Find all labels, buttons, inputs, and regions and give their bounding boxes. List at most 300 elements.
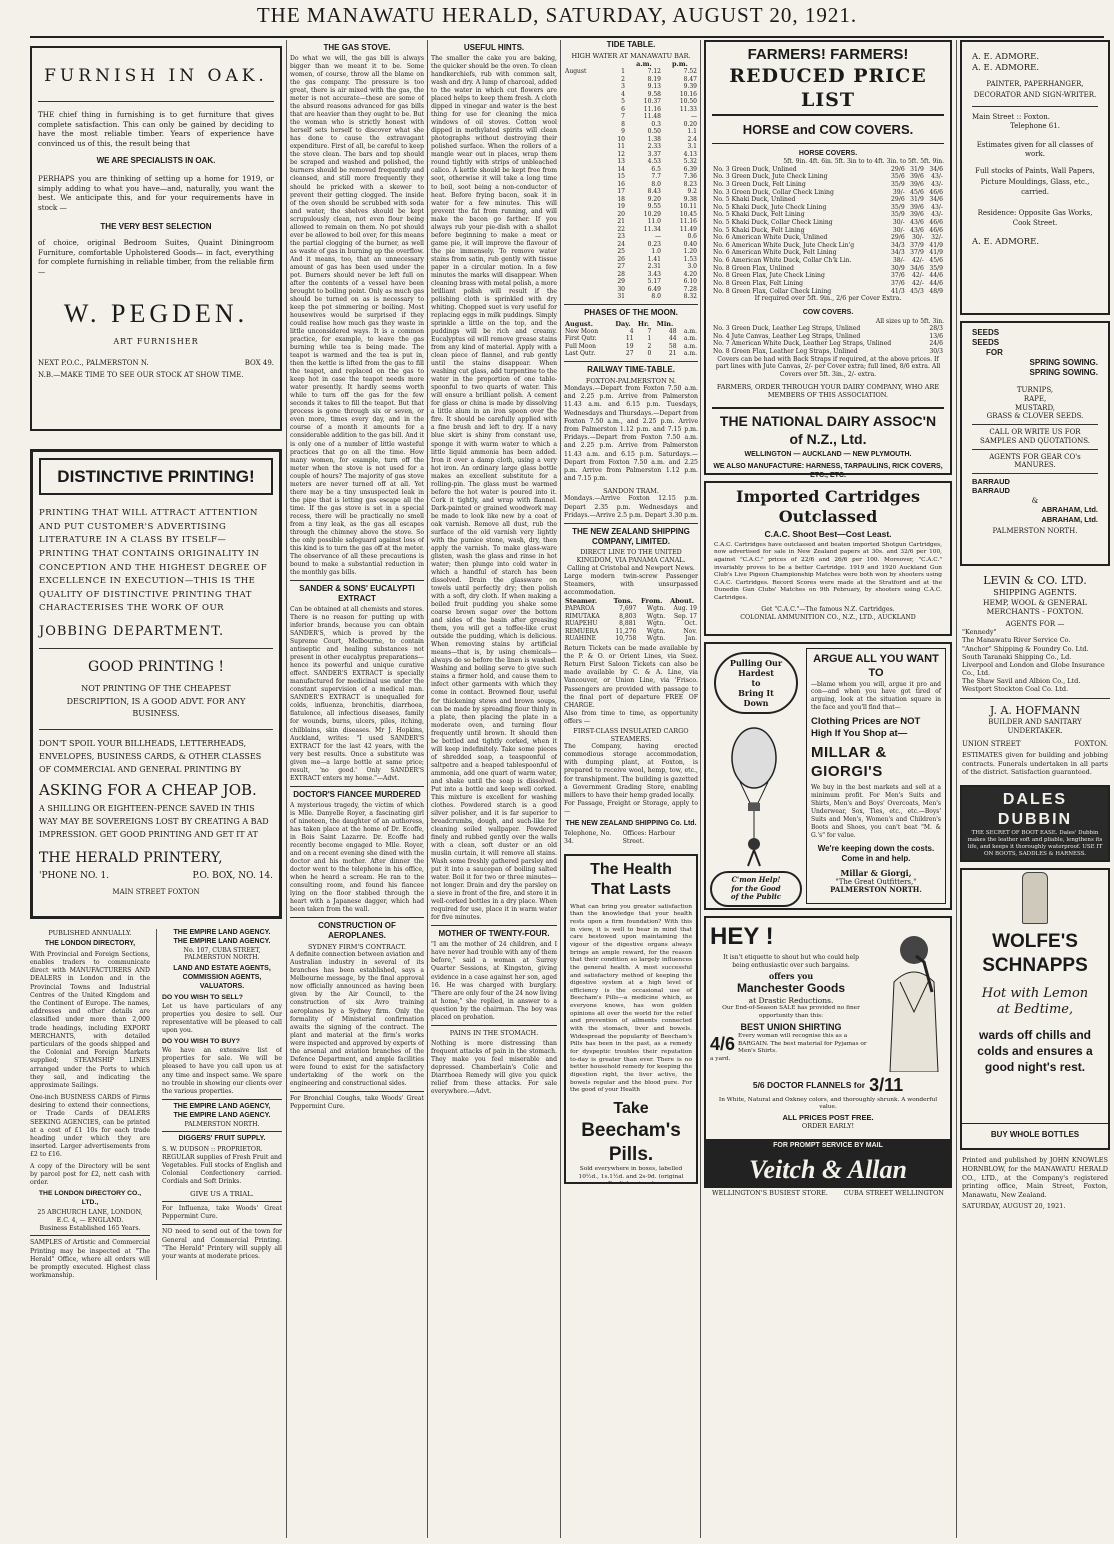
diggers-title: DIGGERS' FRUIT SUPPLY. (178, 1135, 266, 1143)
horse-row (712, 227, 944, 235)
cart-body: C.A.C. Cartridges have outclassed and beaten imported Shotgun Cartridges, now advertised for sale in New Zealand papers at 30s. and 32/6 per 100, against "C.A.C." prices of 22/6 and 26/6 per 100. Moreover, "C.A.C." invariably proves to be a better Cartridge. 1919 and 1920 Auckland Gun Club's Live Pigeon Championship Matches were both won by shooters using C.A.C. Cartridges. Record Scores were made at the Stratford and at the Dunedin Gun Clubs' Matches on 9th February, by shooters using C.A.C. Cartridges. (714, 541, 942, 602)
printery-street: MAIN STREET FOXTON (112, 888, 200, 897)
tide-pm: 4.13 (683, 150, 697, 158)
horse-price: 43/- (931, 211, 943, 219)
tide-month (564, 151, 608, 159)
shipping-cargo: FIRST-CLASS INSULATED CARGO STEAMERS. (573, 726, 689, 743)
steamer-tons: 8,881 (619, 620, 637, 628)
tide-day: 5 (621, 98, 625, 106)
horse-price: 39/- (892, 188, 905, 196)
furnish-title: FURNISH IN OAK. (44, 66, 268, 86)
seed-item: MUSTARD, (1014, 403, 1056, 412)
levin-agent: Westport Stockton Coal Co. Ltd. (962, 685, 1069, 694)
empire-ad (156, 929, 282, 1280)
horse-row (712, 166, 944, 174)
horse-price: 41/3 (891, 287, 905, 295)
dairy-ad (704, 40, 952, 479)
horse-item: No. 8 Green Flax, Felt Lining (713, 279, 804, 287)
tide-am: 6.49 (647, 285, 661, 293)
pains-title: PAINS IN THE STOMACH. (449, 1028, 539, 1037)
pegden-note: N.B.—MAKE TIME TO SEE OUR STOCK AT SHOW TIME. (38, 370, 244, 379)
tide-day: 1 (621, 68, 625, 76)
horse-price: 44/6 (929, 279, 943, 287)
levin-sub: SHIPPING AGENTS. (993, 587, 1077, 597)
moon-phase: New Moon (565, 327, 599, 335)
tide-month (564, 241, 608, 249)
furnish-ad (30, 46, 282, 431)
steamer-row (564, 628, 698, 636)
wolfe-wards: wards off chills and colds and ensures a good night's rest. (977, 1028, 1093, 1074)
directory-copy: A copy of the Directory will be sent by parcel post for £2, nett cash with order. (30, 1162, 150, 1186)
steamer-table (564, 597, 698, 643)
horse-price: 43/- (931, 203, 943, 211)
tide-month (564, 143, 608, 151)
moon-ampm: a.m. (683, 327, 697, 335)
veitch-ad (704, 916, 952, 1141)
tide-day: 22 (617, 225, 625, 233)
cow-item: No. 7 American White Duck, Leather Leg Straps, Unlined (713, 340, 892, 348)
empire-title: THE EMPIRE LAND AGENCY. (173, 929, 271, 936)
health-title-1: The Health (590, 860, 672, 878)
moon-hr: 2 (647, 342, 652, 350)
aero-body: A definite connection between aviation and Australian industry in several of its branches has been established, says a Melbourne message, by the final approval now officially announced as having been given by the Air Council, to the construction of six Avro training aeroplanes by a Sydney firm. Only the formality of Ministerial confirmation awaits the signing of the contract. The plant and material at the firm's works were inspected and approved by experts of the arsenal and aviation branches of the Defence Department, and ample facilities were found to exist for the satisfactory undertaking of the work on the engineering and constructional sides. (290, 951, 424, 1087)
seeds-place: PALMERSTON NORTH. (992, 526, 1078, 535)
aero-sub: SYDNEY FIRM'S CONTRACT. (307, 943, 406, 952)
shipping-line: DIRECT LINE TO THE UNITED KINGDOM, VIA PANAMA CANAL. (576, 548, 686, 564)
horse-price: 48/9 (929, 287, 943, 295)
tide-am: 5.17 (647, 278, 661, 286)
tide-day: 15 (617, 173, 625, 181)
tide-day: 29 (617, 278, 625, 286)
horse-item: No. 8 Green Flax, Unlined (713, 264, 794, 272)
tide-day: 31 (617, 293, 625, 301)
veitch-logo: Veitch & Allan (704, 1152, 952, 1189)
tide-day: 8 (621, 120, 625, 128)
tide-row (564, 91, 698, 99)
tide-day: 14 (617, 165, 625, 173)
millar-ad (704, 642, 952, 910)
cartridges-ad (704, 481, 952, 636)
moon-row (564, 335, 698, 343)
steamer-name: RUAPEHU (565, 620, 598, 628)
horse-row (712, 204, 944, 212)
veitch-busiest: WELLINGTON'S BUSIEST STORE. (712, 1189, 828, 1198)
horse-item: No. 5 Khaki Duck, Collar Check Lining (713, 219, 833, 227)
moon-col-day: Day. (615, 319, 631, 328)
tide-month: August (565, 68, 587, 76)
tide-day: 17 (617, 188, 625, 196)
horse-price: 43/- (931, 180, 943, 188)
horse-price: 43/- (931, 173, 943, 181)
seed-item: GRASS & CLOVER SEEDS. (986, 412, 1084, 421)
flannel-body: In White, Natural and Oxkney colors, and thoroughly shrunk. A wonderful value. (718, 1096, 938, 1110)
imprint: Printed and published by JOHN KNOWLES HORNBLOW, for the MANAWATU HERALD CO., LTD., at the Company's registered printing office, Main Street, Foxton, Manawatu, New Zealand. (962, 1156, 1108, 1199)
horse-price: 42/- (911, 257, 924, 265)
horse-item: No. 3 Green Duck, Jute Check Lining (713, 173, 828, 181)
tide-am: 10.37 (643, 98, 661, 106)
empire-address: No. 107, CUBA STREET, PALMERSTON NORTH. (183, 946, 261, 962)
tide-pm: — (691, 113, 697, 121)
tide-am: 11.34 (643, 225, 661, 233)
tide-am: 2.31 (647, 263, 661, 271)
hey: HEY ! (710, 923, 774, 950)
moon-col-august: August. (565, 319, 593, 328)
tide-pm: 2.4 (687, 135, 697, 143)
barraud: BARRAUD (972, 477, 1010, 486)
hofmann-trade: BUILDER AND SANITARY UNDERTAKER. (988, 718, 1082, 735)
admore-ad (960, 40, 1110, 315)
horse-price: 29/6 (891, 196, 905, 204)
printing-good-body: NOT PRINTING OF THE CHEAPEST DESCRIPTION, IS A GOOD ADVT. FOR ANY BUSINESS. (66, 683, 246, 719)
tide-month (564, 211, 608, 219)
steamer-name: RUAHINE (565, 635, 596, 643)
tide-day: 19 (617, 203, 625, 211)
tram-body: Mondays.—Arrive Foxton 12.15 p.m. Depart 2.35 p.m. Wednesdays and Fridays.—Arrive 2.5 p.m. Depart 3.30 p.m. (564, 495, 698, 519)
admore-trade: PAINTER, PAPERHANGER, DECORATOR AND SIGN-WRITER. (973, 80, 1097, 99)
admore-signature: A. E. ADMORE. (972, 236, 1040, 247)
hofmann-title: J. A. HOFMANN (989, 704, 1081, 718)
horse-item: No. 3 Green Duck, Felt Lining (713, 180, 806, 188)
shipping-calling: Calling at Cristobal and Newport News. (567, 564, 695, 572)
tide-am: 9.20 (647, 195, 661, 203)
horse-price: 34/3 (891, 249, 905, 257)
tide-month (564, 158, 608, 166)
nda-name: THE NATIONAL DAIRY ASSOC'N (712, 407, 944, 431)
tide-pm: 8.47 (683, 75, 697, 83)
bedtime: at Bedtime, (996, 1002, 1074, 1018)
column-4 (564, 40, 698, 1538)
steamer-date: Jan. (685, 635, 697, 643)
directory-body: With Provincial and Foreign Sections, enables traders to communicate direct with MANUFACTURERS AND DEALERS in London and in the Provincial Towns and Industrial Centres of the United Kingdom and the Continent of Europe. The names, addresses and other details are classified under more than 2,000 trade headings, including EXPORT MERCHANTS, with detailed particulars of the goods shipped and the Colonial and Foreign Markets supplied; STEAMSHIP LINES arranged under the Ports to which they sail, and indicating the approximate Sailings. (30, 950, 150, 1089)
horse-price: 41/9 (929, 249, 943, 257)
cart-sub: C.A.C. Shoot Best—Cost Least. (764, 529, 892, 539)
horse-note: If required over 5ft. 9in., 2/6 per Cover Extra. (754, 295, 902, 303)
horse-price: 37/6 (891, 279, 905, 287)
empire-foot: THE EMPIRE LAND AGENCY, (173, 1103, 271, 1111)
moon-day: 11 (625, 335, 634, 343)
tide-month (564, 106, 608, 114)
influenza-notice: For Influenza, take Woods' Great Peppermint Cure. (162, 1205, 282, 1221)
pegden-box: BOX 49. (244, 358, 274, 367)
admore-street: Main Street :: Foxton. (972, 113, 1050, 122)
printing-body: PRINTING THAT WILL ATTRACT ATTENTION AND PUT CUSTOMER'S ADVERTISING LITERATURE IN A CLASS BY ITSELF—PRINTING THAT CONTAINS ORIGINALITY IN CONCEPTION AND THE HIGHEST DEGREE OF EXCELLENCE IN EXECUTION—THIS IS THE QUALITY OF DISTINCTIVE PRINTING THAT CHARACTERISES THE WORK OF OUR (39, 508, 268, 614)
tide-row (564, 203, 698, 211)
column-5 (704, 40, 952, 1538)
hofmann-town: FOXTON. (1074, 739, 1108, 748)
directory-pub: PUBLISHED ANNUALLY. (48, 929, 132, 937)
abraham: ABRAHAM, Ltd. (1041, 505, 1098, 515)
pulling-line: to (751, 678, 761, 688)
hey-body: It isn't etiquette to shout but who could help being enthusiastic over such bargains. (723, 954, 859, 969)
hofmann-street: UNION STREET (962, 739, 1021, 748)
nda-name-2: of N.Z., Ltd. (789, 430, 867, 447)
tide-pm: 1.53 (683, 255, 697, 263)
pulling-line: Pulling Our (729, 658, 783, 668)
horse-price: 45/6 (910, 188, 924, 196)
tide-day: 20 (617, 210, 625, 218)
horse-row (712, 272, 944, 280)
moon-title: PHASES OF THE MOON. (584, 307, 678, 317)
horse-price: 30/- (911, 234, 924, 242)
tide-row (564, 278, 698, 286)
tide-month (564, 121, 608, 129)
seed-item: TURNIPS, (1016, 386, 1054, 394)
spring-sowing-repeat: SPRING SOWING. (1029, 368, 1098, 377)
tide-am: 9.13 (647, 83, 661, 91)
flannels: 5/6 DOCTOR FLANNELS for (752, 1079, 866, 1090)
moon-phase: First Qutr. (565, 335, 597, 343)
steamer-from: Wgtn. (646, 612, 666, 620)
cow-row (712, 340, 944, 348)
moon-ampm: a.m. (683, 350, 697, 358)
seeds-for: FOR (986, 348, 1003, 357)
levin-trade: HEMP, WOOL & GENERAL MERCHANTS - FOXTON. (983, 597, 1087, 617)
cow-table (712, 325, 944, 355)
horse-item: No. 6 American White Duck, Felt Lining (713, 249, 837, 257)
mail-banner: FOR PROMPT SERVICE BY MAIL (704, 1141, 952, 1152)
masthead-rule (30, 36, 1104, 38)
tide-am: 1.38 (647, 135, 661, 143)
tide-month (564, 98, 608, 106)
tide-row (564, 166, 698, 174)
tide-am: 3.37 (647, 150, 661, 158)
union-body: Every woman will recognise this as a BARGAIN. The best material for Pyjamas or Men's Shirts. (738, 1033, 867, 1054)
moon-day: 19 (625, 342, 634, 350)
horse-price: 29/6 (891, 234, 905, 242)
levin-agent: The Manawatu River Service Co. (962, 636, 1071, 645)
levin-agent: South Taranaki Shipping Co., Ld. (962, 652, 1072, 661)
argue-body: —blame whom you will, argue it pro and con—and when you have got tired of arguing, look at the situation square in the face and you'll find that— (811, 680, 941, 712)
printing-saved: A SHILLING OR EIGHTEEN-PENCE SAVED IN THIS WAY MAY BE SOVEREIGNS LOST BY CREATING A BAD IMPRESSION. GET GOOD PRINTING AND GET IT AT (39, 804, 269, 839)
masthead: THE MANAWATU HERALD, SATURDAY, AUGUST 20, 1921. (256, 3, 858, 27)
tide-row (564, 226, 698, 234)
gas-stove-title: THE GAS STOVE. (323, 43, 391, 52)
steamer-row (564, 605, 698, 613)
spring-sowing: SPRING SOWING. (1029, 358, 1098, 367)
tide-row (564, 233, 698, 241)
horse-price: 46/6 (929, 219, 943, 227)
tide-month (564, 113, 608, 121)
tide-day: 25 (617, 248, 625, 256)
steamer-tons: 11,276 (615, 627, 637, 635)
empire-sell: Let us have particulars of any properties you desire to sell. Our representative will be pleased to call upon you. (162, 1002, 282, 1035)
tide-am: 9.58 (647, 90, 661, 98)
tide-row (564, 158, 698, 166)
horse-price: 46/6 (929, 226, 943, 234)
pulling-line: Hardest (738, 668, 774, 678)
seeds-ad (960, 321, 1110, 566)
steamer-from: Wgtn. (646, 605, 666, 613)
seeds-agents: AGENTS FOR GEAR CO's MANURES. (989, 452, 1081, 470)
steamer-tons: 8,803 (619, 612, 637, 620)
tide-day: 16 (617, 180, 625, 188)
hints-body: The smaller the cake you are baking, the quicker should be the oven. To clean handkerchiefs, rub with common salt, wash and dry. A lump of charcoal, added to the water in which cut flowers are placed helps to keep them fresh. A cloth dipped in vinegar and water is the best thing for use for cleaning the mica windows of oil stoves. Cotton wool dipped in methylated spirits will clean photographs without destroying their polished surface. When the rollers of a mangle wear out in places, wrap them round tightly with strips of unbleached calico. A kettle should be kept free from soot, otherwise it will take a long time to boil, soot being a non-conductor of heat. Before frying bacon, soak it in water for a few minutes. This will prevent the fat from running, and will make the bacon go farther. If you always rub your pie-dish with a shallot before beginning to make a meat or game pie, it will improve the flavour of the pie immensely. To remove water stains from satin, rub gently with tissue paper in a circular motion. In a few minutes the marks will disappear. When cleaning brass with metal polish, a more brilliant polish will result if the polishing cloth is sprinkled with dry whiting. Chopped suet is very useful for replacing eggs in milk puddings. Simply sprinkle a little on the top, and the puddings will be rich and creamy. Eucalyptus oil will remove grease stains from any kind of material. Apply with a clean piece of flannel, and rub gently until the stains disappear. When washing cut glass, add turpentine to the water in the proportion of one table-spoonful to two quarts of water. This will ensure a brilliant polish. A cement for glass or china is made by dissolving a little alum in an iron spoon over the fire. It should be carefully applied with a fine brush and left to dry. If a navy blue skirt is shiny from constant use, sponge it with warm water to which a little liquid ammonia has been added. Iron it over a damp cloth, using a very hot iron. An ordinary large glass bottle makes an excellent substitute for a rolling-pin. The glass must be warmed before the hot water is poured into it. Cork it tightly, and wrap with flannel. Dark-painted or grained woodwork may be made to look like new by a coat of oak varnish. Remove all dust, rub the surface of the old varnish very lightly with the pumice stone, wash, dry, then apply the varnish. To make glass-ware glisten, wash the glass and rinse in hot water; then plunge into cold water in which a handful of starch has been dissolved. Drain the glassware on towels until perfectly dry; then polish with a soft, dry cloth. If when making a boiled fruit pudding you shake some coarse brown sugar over the bottom and sides of the basin after greasing them, you will get a toffee-like crust outside the pudding, which is delicious. When removing stains by artificial means—that is, by using chemicals—always do so before the linen is washed. Washing and boiling serve to give such stains a firmer hold, and cause them to infect other garments with which they come in contact. Browned flour, useful for thickening stews and brown soups, can be made by spreading flour thinly in a plate, then placing the plate in a moderate oven, and turning flour frequently until brown. It should then be bottled and tightly corked, when it will keep indefinitely. Take some pieces of shredded soap, a teaspoonful of saltpetre and a heaped tablespoonful of ammonia, add one quart of warm water, and shake until the soap is dissolved. Put into a bottle and keep well corked. This mixture is excellent for washing clothes. Powdered starch is a good silver polisher, and it is far superior to breadcrumbs, dough, and such-like for cleaning soiled wallpaper. Powdered finely and rubbed gently over the walls with a clean, soft duster or an old muslin curtain, it will remove all stains. Wash some freshly gathered parsley and put it into a saucepan of boiling salted water. Boil it for two or three minutes—not longer. Drain and dry the parsley on a sieve in front of the fire, and store it in well-corked bottles in a dry place. When required for use, place it in warm water for five minutes. (431, 55, 557, 922)
tide-month (564, 263, 608, 271)
horse-price: 37/9 (910, 241, 924, 249)
horse-row (712, 211, 944, 219)
directory-co: THE LONDON DIRECTORY CO., LTD., (38, 1190, 142, 1206)
horse-item: No. 6 American White Duck, Jute Check Lin'g (713, 241, 855, 249)
shipping-body: Large modern twin-screw Passenger Steamers, with unsurpassed accommodation. (564, 572, 698, 596)
horse-price: 44/6 (929, 272, 943, 280)
wolfe-ad (960, 868, 1110, 1150)
drastic: at Drastic Reductions. (748, 996, 834, 1005)
moon-min: 48 (668, 327, 677, 335)
horse-price: 31/9 (910, 196, 924, 204)
tide-day: 9 (621, 128, 625, 136)
tide-day: 28 (617, 270, 625, 278)
tide-am: 7.7 (651, 173, 661, 181)
steamer-row (564, 613, 698, 621)
horse-price: 38/- (892, 257, 905, 265)
tide-pm: 11.49 (679, 225, 697, 233)
horse-title: HORSE COVERS. (798, 149, 858, 157)
printing-dept: JOBBING DEPARTMENT. (39, 624, 225, 639)
horse-price: 41/9 (929, 241, 943, 249)
tide-col-am: a.m. (636, 60, 652, 69)
pulling-bubble (714, 652, 798, 714)
tide-day: 11 (617, 143, 625, 151)
tide-am: 11.0 (647, 218, 661, 226)
tide-row (564, 293, 698, 301)
steamer-date: Oct. (684, 620, 697, 628)
horse-row (712, 173, 944, 181)
column-divider (560, 40, 561, 1538)
tide-day: 10 (617, 135, 625, 143)
moon-hr: 1 (647, 335, 652, 343)
tide-row (564, 263, 698, 271)
steamer-tons: 7,697 (619, 605, 637, 613)
argue-title: ARGUE ALL YOU WANT TO (813, 653, 939, 679)
tide-month (564, 166, 608, 174)
health-title-2: That Lasts (590, 880, 671, 898)
empire-agents: LAND AND ESTATE AGENTS, COMMISSION AGENTS, VALUATORS. (173, 965, 271, 990)
steamer-from: Wgtn. (646, 635, 666, 643)
horse-price: 35/9 (891, 203, 905, 211)
tide-pm: 4.20 (683, 270, 697, 278)
column-divider (956, 40, 957, 1538)
tide-row (564, 113, 698, 121)
horse-price: 30/- (892, 226, 905, 234)
tide-day: 7 (621, 113, 625, 121)
tide-row (564, 271, 698, 279)
horse-price: 34/6 (929, 165, 943, 173)
admore-name: A. E. ADMORE. (972, 52, 1040, 62)
printing-cheap: ASKING FOR A CHEAP JOB. (39, 780, 257, 799)
horse-price: 39/6 (910, 180, 924, 188)
tide-am: 8.0 (651, 180, 661, 188)
dubbin-body: THE SECRET OF BOOT EASE. Dales' Dubbin makes the leather soft and pliable, lengthens its life, and keeps it thoroughly waterproof. USE IT ON BOOTS, SADDLES & HARNESS. (967, 829, 1103, 857)
levin-agent: "Kennedy" (962, 628, 997, 637)
tide-row (564, 151, 698, 159)
tide-month (564, 91, 608, 99)
moon-day: 27 (625, 350, 634, 358)
steamer-row (564, 635, 698, 643)
levin-agents: AGENTS FOR — (1005, 619, 1065, 628)
tide-row (564, 76, 698, 84)
union-shirting: BEST UNION SHIRTING (740, 1021, 842, 1032)
bottle-icon (1022, 872, 1048, 924)
shipping-co: THE NEW ZEALAND SHIPPING Co. Ltd. (565, 819, 697, 827)
tide-am: 3.43 (647, 270, 661, 278)
steamer-date: Sep. 17 (674, 612, 697, 620)
horse-price: 46/6 (929, 188, 943, 196)
va-offers: offers you (768, 971, 814, 981)
moon-col-ampm (678, 320, 698, 328)
tide-row (564, 218, 698, 226)
cow-sizes: All sizes up to 5ft. 3in. (875, 317, 944, 325)
pills: Pills. (608, 1143, 654, 1165)
cow-row (712, 348, 944, 356)
union-unit: a yard. (710, 1055, 731, 1062)
empire-sell-head: DO YOU WISH TO SELL? (162, 994, 243, 1002)
horse-price: 37/6 (891, 272, 905, 280)
tide-row (564, 136, 698, 144)
millar-signature: Millar & Giorgi, (840, 867, 912, 878)
tide-pm: 1.1 (687, 128, 697, 136)
price-list: REDUCED PRICE LIST (712, 65, 944, 117)
levin-agent: The Shaw Savil and Albion Co., Ltd. (962, 677, 1081, 685)
cow-item: No. 3 Green Duck, Leather Leg Straps, Unlined (713, 325, 861, 333)
horse-item: No. 6 American White Duck, Collar Ch'k Lin. (713, 257, 852, 265)
horse-price: 34/6 (910, 264, 924, 272)
diggers-body: REGULAR supplies of Fresh Fruit and Vegetables. Full stocks of English and Colonial Confectionery carried. Cordials and Soft Drinks. (162, 1153, 282, 1186)
hints-title: USEFUL HINTS. (463, 43, 525, 52)
health-body: What can bring you greater satisfaction than the knowledge that your health rests upon a firm foundation? With this in view, it is well to bear in mind that care bestowed upon maintaining the vigour of the digestive organs always brings an ample reward, for the reason that their condition so largely influences the general health. A most successful and satisfactory method of keeping the digestive system at a high level of efficiency is the occasional use of Beecham's Pills—a medicine which, as everyone knows, has won golden opinions all over the world for the relief and prevention of ailments connected with the stomach, liver and bowels. Widespread the popularity of Beecham's Pills has been in the past, as a remedy for dyspeptic troubles their reputation to-day is greater than ever. There is no better household remedy for keeping the digestion right, the liver active, the bowels regular and the blood pure. For the good of your Health (570, 903, 692, 1094)
tide-day: 2 (621, 75, 625, 83)
horse-price: 35/9 (891, 180, 905, 188)
horse-price: 35/9 (891, 211, 905, 219)
shipping-title: THE NEW ZEALAND SHIPPING COMPANY, LIMITED. (572, 526, 690, 546)
man-illustration (876, 922, 946, 1072)
pegden-address: NEXT P.O.C., PALMERSTON N. (38, 358, 149, 367)
horse-item: No. 8 Green Flax, Jute Check Lining (713, 272, 825, 280)
admore-phone: Telephone 61. (1010, 122, 1060, 130)
horse-row (712, 196, 944, 204)
tide-pm: 0.20 (683, 120, 697, 128)
tide-day: 12 (617, 150, 625, 158)
column-2 (290, 40, 424, 1538)
empire-buy-head: DO YOU WISH TO BUY? (162, 1038, 240, 1046)
manchester: Manchester Goods (736, 981, 846, 995)
tide-am: 2.33 (647, 143, 661, 151)
veitch-cuba: CUBA STREET WELLINGTON (843, 1189, 944, 1198)
horse-price: 30/9 (891, 264, 905, 272)
tide-month (564, 248, 608, 256)
rail-body: Mondays.—Depart from Foxton 7.50 a.m. and 2.25 p.m. Arrive from Palmerston 11.43 a.m. and 6.15 p.m. Tuesdays, Wednesdays and Thursdays.—Depart from Foxton 7.50 a.m., and 2.25 p.m. Arrive from Palmerston 1.12 p.m. and 7.15 p.m. Fridays.—Depart from Foxton 7.50 a.m. and 2.25 p.m. Arrive from Palmerston 11.43 a.m. and 6.15 p.m. Saturdays.—Depart from Foxton 7.50 a.m. and 2.25 p.m. Arrive from Palmerston 1.12 p.m. and 7.15 p.m. (564, 385, 698, 483)
clothing-prices: Clothing Prices are NOT High If You Shop at— (811, 716, 921, 739)
moon-hr: 0 (647, 350, 652, 358)
tide-pm: 11.16 (679, 218, 697, 226)
horse-price: 35/9 (929, 264, 943, 272)
horse-row (712, 257, 944, 265)
tide-month (564, 233, 608, 241)
tide-pm: 8.32 (683, 293, 697, 301)
fiancee-title: DOCTOR'S FIANCEE MURDERED (293, 789, 421, 799)
union-price: 4/6 (710, 1034, 736, 1055)
tide-pm: 0.6 (687, 233, 697, 241)
tide-month (564, 286, 608, 294)
tide-row (564, 248, 698, 256)
nda-manufacture: WE ALSO MANUFACTURE: HARNESS, TARPAULINS, RICK COVERS, ETC., ETC. (713, 462, 943, 479)
horse-price: 34/6 (929, 196, 943, 204)
moon-phase: Full Moon (565, 342, 597, 350)
empire-foot-repeat: THE EMPIRE LAND AGENCY. (173, 1111, 271, 1119)
cart-get: Get "C.A.C."—The famous N.Z. Cartridges. (761, 605, 895, 613)
mother-body: "I am the mother of 24 children, and I have never had trouble with any of them before," said a woman at Surrey Quarter Sessions, at Kingston, giving evidence in a case against her son, aged 16. He was charged with burglary. "There are only four of the 24 now living at home," she replied, in answer to a question by the chairman. The boy was placed on probation. (431, 941, 557, 1021)
seeds-repeat: SEEDS (972, 338, 1000, 347)
millar-body: We buy in the best markets and sell at a minimum profit. For Men's Suits and Shirts, Men's and Boys' Overcoats, Men's Underwear, Sox, Ties, etc., etc.—Boys' Suits and Men's, Women's and Children's Boots and Shoes, you can't beat "M. & G.'s" for value. (811, 784, 941, 839)
